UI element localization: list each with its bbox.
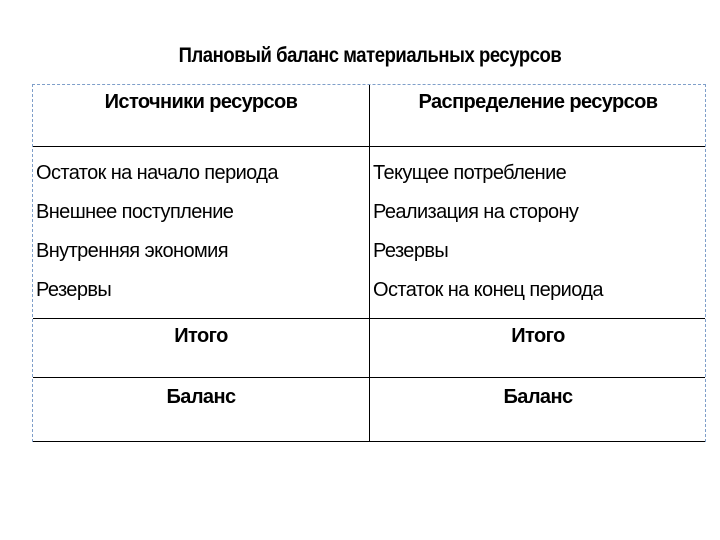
balance-sources: Баланс [166, 386, 236, 408]
balance-distribution: Баланс [503, 386, 573, 408]
distribution-list [370, 154, 706, 310]
list-item: Внешнее поступление [36, 201, 234, 223]
list-item: Внутренняя экономия [36, 240, 228, 262]
total-distribution: Итого [511, 325, 565, 347]
list-item: Остаток на начало периода [36, 162, 278, 184]
table-bottom-border [33, 441, 705, 442]
total-sources: Итого [174, 325, 228, 347]
sources-list [33, 154, 369, 310]
list-item: Реализация на сторону [373, 201, 579, 223]
list-item: Остаток на конец периода [373, 279, 603, 301]
document-title: Плановый баланс материальных ресурсов [178, 44, 562, 67]
list-item: Текущее потребление [373, 162, 567, 184]
list-item: Резервы [373, 240, 449, 262]
balance-table [32, 84, 706, 442]
header-sources: Источники ресурсов [104, 91, 298, 113]
header-distribution: Распределение ресурсов [418, 91, 658, 113]
list-item: Резервы [36, 279, 112, 301]
